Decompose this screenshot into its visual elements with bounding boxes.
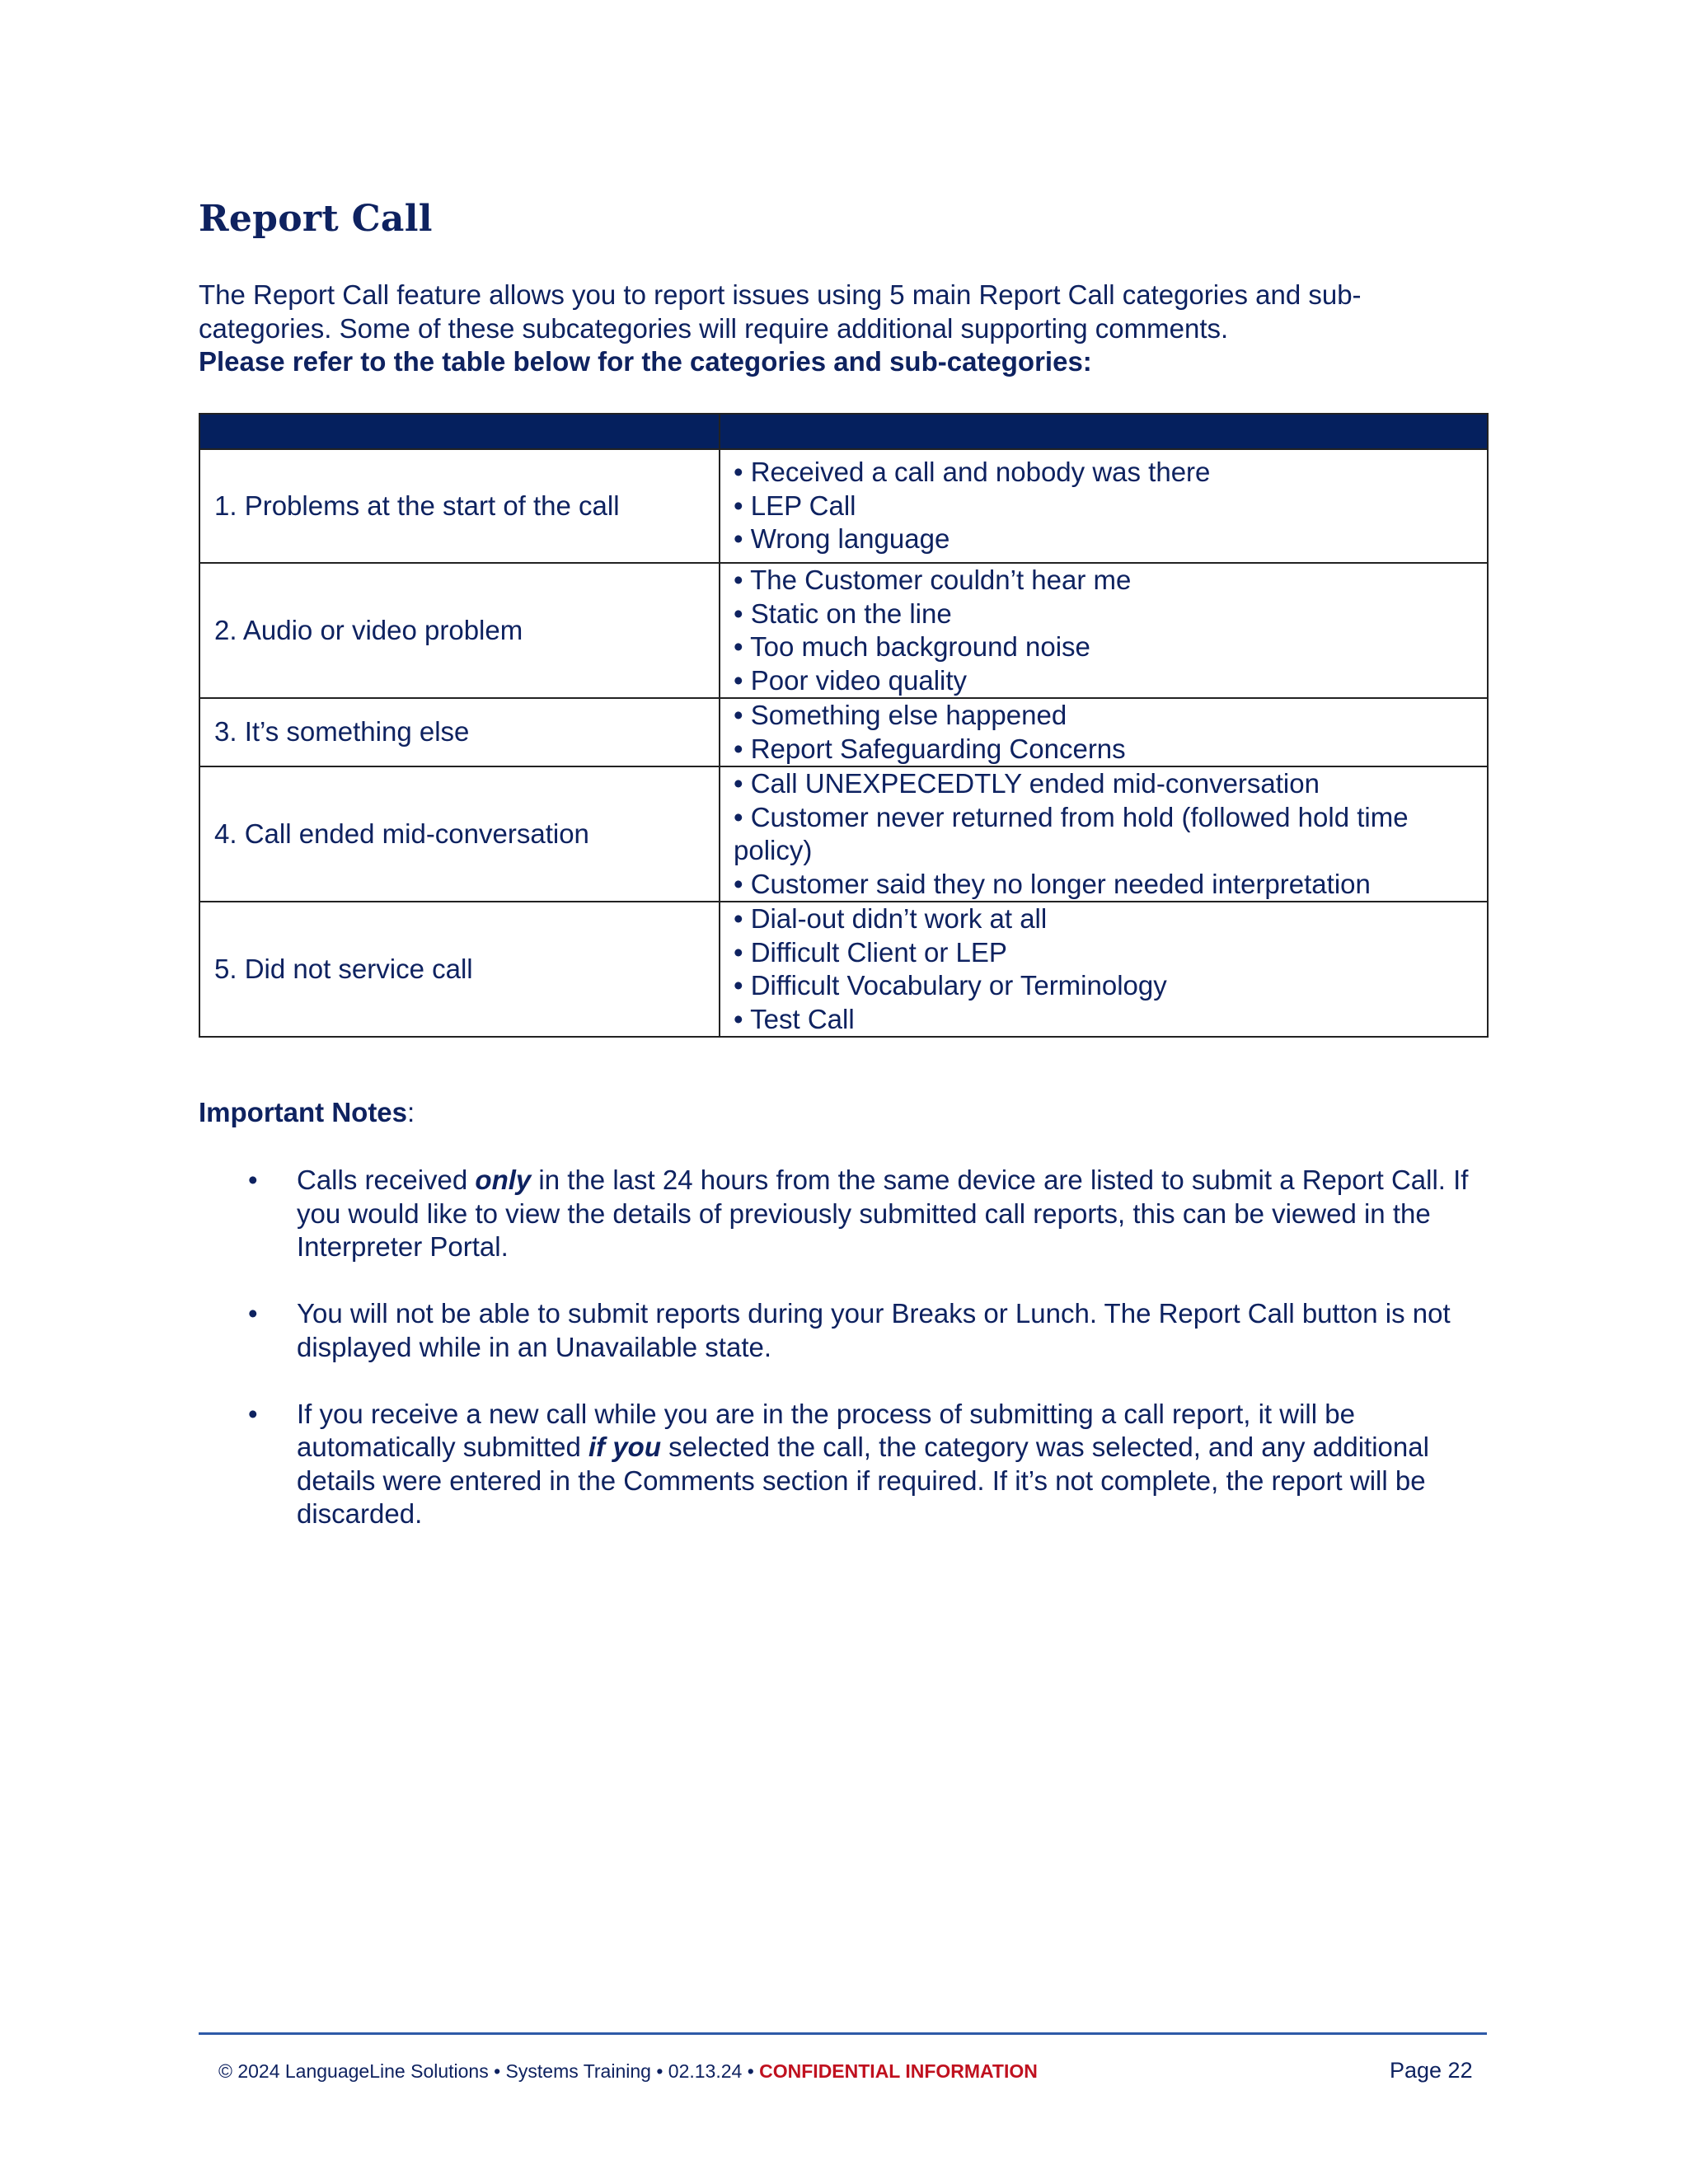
subcategory-item: • Received a call and nobody was there: [734, 457, 1211, 488]
note-text-cont: in the last 24 hours from the same device are listed to submit a Report Call. If you would like to view the details of previously submitted call reports, this can be viewed in the Interpreter Portal.: [297, 1165, 1469, 1262]
note-text-cont: selected the call, the category was selected, and any additional details were entered in the Comments section if required. If it’s not complete, the report will be discarded.: [297, 1432, 1429, 1529]
table-row: [199, 766, 1488, 902]
subcategory-item: • LEP Call: [734, 490, 856, 521]
table-row: [199, 698, 1488, 766]
subcategory-item: • Dial-out didn’t work at all: [734, 903, 1048, 934]
table-header-row: [199, 414, 1488, 449]
intro-text: [199, 279, 1493, 379]
bullet-icon: •: [248, 1398, 258, 1429]
subcategory-item: • Wrong language: [734, 523, 950, 555]
intro-instruction: Please refer to the table below for the categories and sub-categories:: [199, 346, 1092, 377]
category-cell: 5. Did not service call: [199, 902, 720, 1037]
intro-line-2: categories. Some of these subcategories will require additional supporting comments.: [199, 312, 1229, 344]
list-item: [199, 1164, 1493, 1264]
subcategory-item: • Customer said they no longer needed interpretation: [734, 868, 1371, 899]
subcategory-cell: [720, 563, 1488, 698]
table-row: [199, 902, 1488, 1037]
subcategory-item: • Test Call: [734, 1003, 855, 1034]
list-item: [199, 1398, 1493, 1531]
header-cell-category: [199, 414, 720, 449]
subcategory-item: • Difficult Vocabulary or Terminology: [734, 970, 1167, 1001]
subcategory-item: • Customer never returned from hold (followed hold time policy): [734, 801, 1409, 865]
notes-heading: [199, 1097, 415, 1128]
subcategory-item: • Report Safeguarding Concerns: [734, 733, 1126, 764]
footer-copyright: [218, 2060, 1038, 2083]
header-cell-subcategory: [720, 414, 1488, 449]
subcategory-cell: [720, 766, 1488, 902]
subcategory-cell: [720, 449, 1488, 563]
note-text: You will not be able to submit reports during your Breaks or Lunch. The Report Call button is not displayed while in an Unavailable state.: [297, 1298, 1451, 1362]
subcategory-item: • Something else happened: [734, 700, 1067, 730]
note-emphasis: only: [475, 1165, 532, 1195]
footer-text: © 2024 LanguageLine Solutions • Systems Training • 02.13.24 •: [218, 2060, 760, 2082]
notes-list: [199, 1164, 1493, 1564]
notes-heading-colon: :: [407, 1097, 415, 1127]
note-text: If you receive a new call while you are in the process of submitting a call report, it will be automatically submitted: [297, 1398, 1355, 1462]
page-title: Report Call: [199, 198, 433, 240]
subcategory-cell: [720, 698, 1488, 766]
subcategory-item: • The Customer couldn’t hear me: [734, 565, 1132, 595]
subcategory-item: • Static on the line: [734, 598, 952, 629]
confidential-label: CONFIDENTIAL INFORMATION: [759, 2060, 1038, 2082]
note-text: Calls received: [297, 1165, 476, 1195]
table-row: [199, 563, 1488, 698]
bullet-icon: •: [248, 1165, 258, 1195]
subcategory-item: • Difficult Client or LEP: [734, 936, 1007, 968]
bullet-icon: •: [248, 1298, 258, 1329]
category-cell: 3. It’s something else: [199, 698, 720, 766]
page-number: Page 22: [1390, 2058, 1473, 2083]
subcategory-item: • Call UNEXPECEDTLY ended mid-conversation: [734, 768, 1320, 799]
categories-table: [199, 413, 1489, 1038]
table-row: [199, 449, 1488, 563]
footer-divider: [199, 2032, 1487, 2035]
category-cell: 2. Audio or video problem: [199, 563, 720, 698]
list-item: [199, 1297, 1493, 1364]
subcategory-item: • Poor video quality: [734, 664, 968, 696]
note-emphasis: if you: [588, 1432, 661, 1462]
category-cell: 4. Call ended mid-conversation: [199, 766, 720, 902]
intro-line-1: The Report Call feature allows you to report issues using 5 main Report Call categories and sub-: [199, 279, 1362, 310]
subcategory-cell: [720, 902, 1488, 1037]
subcategory-item: • Too much background noise: [734, 631, 1090, 662]
category-cell: 1. Problems at the start of the call: [199, 449, 720, 563]
notes-heading-label: Important Notes: [199, 1097, 408, 1127]
